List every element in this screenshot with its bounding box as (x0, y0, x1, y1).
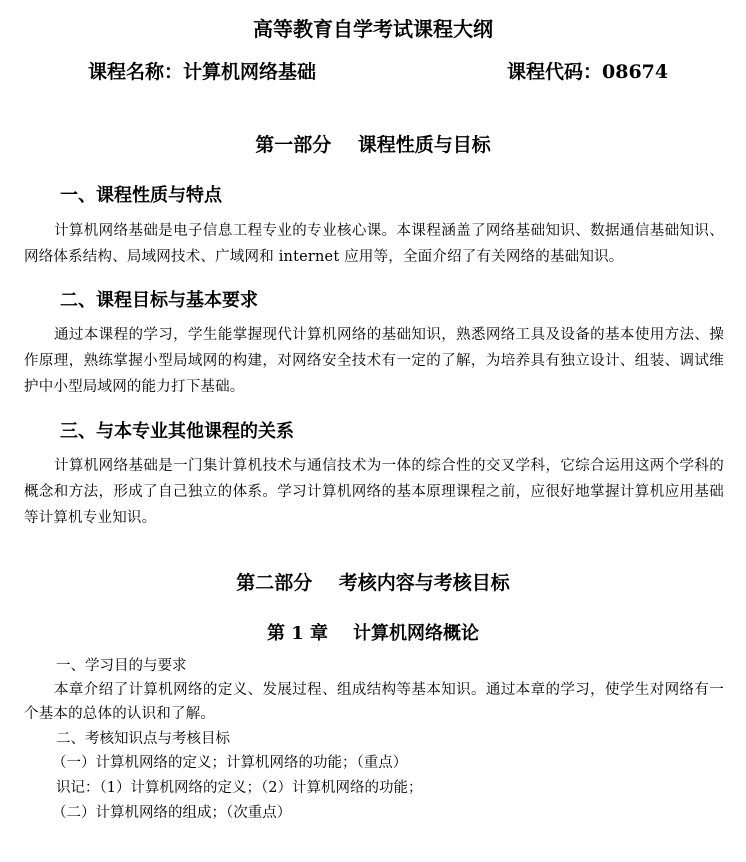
section-nature-title: 一、课程性质与特点 (60, 185, 222, 206)
section-nature-body: 计算机网络基础是电子信息工程专业的专业核心课。本课程涵盖了网络基础知识、数据通信基础知识、网络体系结构、局域网技术、广域网和 internet 应用等，全面介绍了有关网络的基础知识。 (24, 223, 724, 265)
chapter1-title: 第 1 章 计算机网络概论 (266, 623, 480, 644)
chapter1-objectives-body: 本章介绍了计算机网络的定义、发展过程、组成结构等基本知识。通过本章的学习，使学生对网络有一个基本的总体的认识和了解。 (24, 682, 724, 722)
section-goals-title: 二、课程目标与基本要求 (60, 290, 258, 311)
chapter1-knowledge-heading: 二、考核知识点与考核目标 (56, 731, 230, 747)
course-code: 课程代码：08674 (507, 61, 669, 83)
chapter1-objectives-heading: 一、学习目的与要求 (56, 658, 187, 674)
course-name: 课程名称：计算机网络基础 (88, 61, 317, 83)
chapter1-recall1: 识记：（1）计算机网络的定义；（2）计算机网络的功能； (56, 780, 423, 796)
section-relation-title: 三、与本专业其他课程的关系 (60, 421, 294, 442)
section-relation-body: 计算机网络基础是一门集计算机技术与通信技术为一体的综合性的交叉学科，它综合运用这两个学科的概念和方法，形成了自己独立的体系。学习计算机网络的基本原理课程之前，应很好地掌握计算机应用基础等计算机专业知识。 (24, 458, 724, 526)
part1-title: 第一部分 课程性质与目标 (255, 134, 491, 156)
course-info-row (0, 57, 746, 87)
document-title: 高等教育自学考试课程大纲 (253, 17, 493, 41)
chapter1-item1: （一）计算机网络的定义；计算机网络的功能；（重点） (52, 755, 408, 771)
part2-title: 第二部分 考核内容与考核目标 (236, 572, 510, 594)
chapter1-item2: （二）计算机网络的组成；（次重点） (52, 805, 292, 821)
section-goals-body: 通过本课程的学习，学生能掌握现代计算机网络的基础知识，熟悉网络工具及设备的基本使用方法、操作原理，熟练掌握小型局域网的构建，对网络安全技术有一定的了解，为培养具有独立设计、组装、调试维护中小型局域网的能力打下基础。 (24, 327, 724, 395)
